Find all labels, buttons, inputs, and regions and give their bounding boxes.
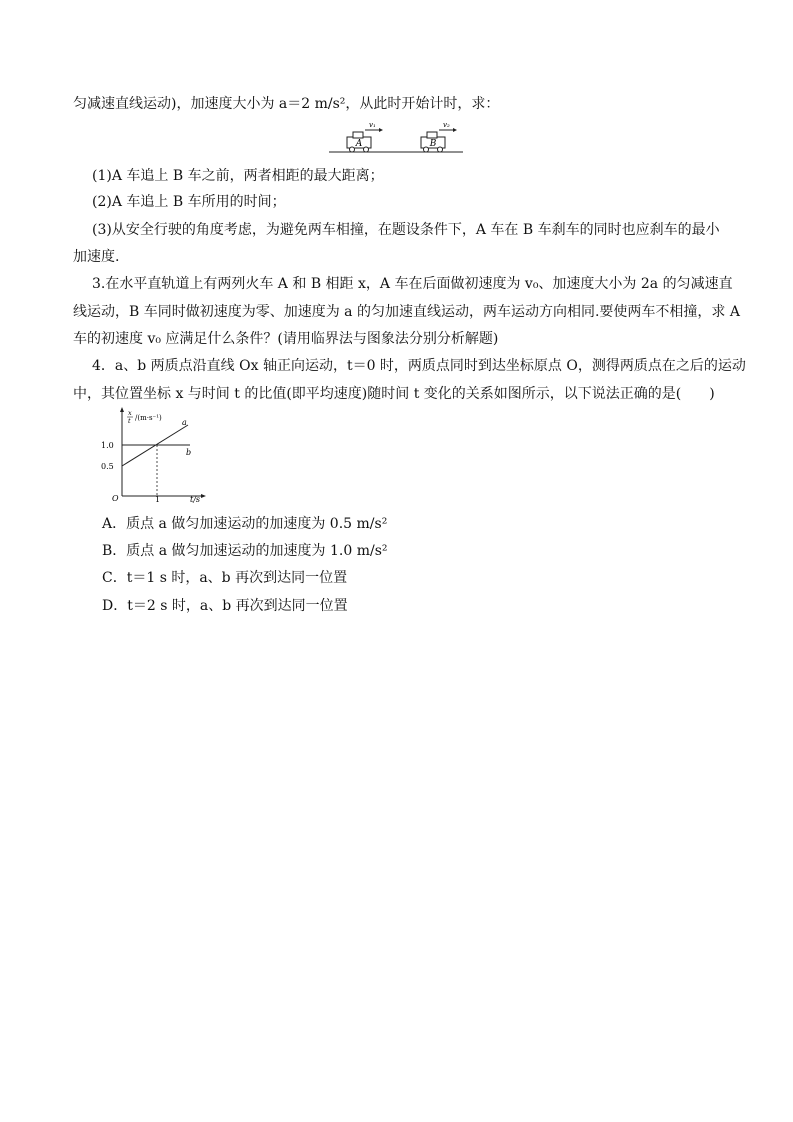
line-a-label: a	[182, 418, 187, 427]
option-c: C．t＝1 s 时，a、b 再次到达同一位置	[102, 570, 348, 586]
velocity-a-label: v₁	[369, 121, 376, 129]
problem-4-line-2: 中，其位置坐标 x 与时间 t 的比值(即平均速度)随时间 t 变化的关系如图所示，以下说法正确的是( )	[73, 386, 715, 402]
question-3-line-2: 加速度.	[73, 249, 120, 265]
origin-label: O	[112, 494, 119, 503]
cars-figure	[329, 120, 465, 156]
option-a: A．质点 a 做匀加速运动的加速度为 0.5 m/s²	[102, 516, 388, 532]
problem-4-line-1: 4．a、b 两质点沿直线 Ox 轴正向运动，t＝0 时，两质点同时到达坐标原点 O，测得两质点在之后的运动	[92, 358, 746, 374]
line-b-label: b	[186, 448, 192, 457]
option-b: B．质点 a 做匀加速运动的加速度为 1.0 m/s²	[102, 543, 388, 559]
velocity-time-graph	[98, 403, 214, 503]
velocity-b-label: v₂	[443, 121, 450, 129]
problem-3-line-3: 车的初速度 v₀ 应满足什么条件？(请用临界法与图象法分别分析解题)	[73, 331, 499, 347]
car-b-icon	[421, 132, 445, 152]
y-tick-1: 1.0	[101, 441, 114, 450]
car-a-label: A	[355, 139, 363, 149]
car-b-label: B	[429, 139, 437, 149]
problem-2-continuation: 匀减速直线运动)，加速度大小为 a＝2 m/s²，从此时开始计时，求：	[73, 96, 500, 112]
y-label-unit: /(m·s⁻¹)	[135, 414, 162, 422]
option-d: D．t＝2 s 时，a、b 再次到达同一位置	[102, 598, 348, 614]
question-2: (2)A 车追上 B 车所用的时间；	[92, 194, 286, 210]
car-a-icon	[347, 132, 371, 152]
question-1: (1)A 车追上 B 车之前，两者相距的最大距离；	[92, 168, 384, 184]
x-axis-label: t/s	[190, 495, 201, 503]
y-tick-2: 0.5	[101, 462, 114, 471]
problem-3-line-2: 线运动，B 车同时做初速度为零、加速度为 a 的匀加速直线运动，两车运动方向相同.要使两车不相撞，求 A	[73, 304, 740, 320]
y-label-numerator: x	[128, 409, 132, 417]
y-label-denominator: t	[128, 417, 131, 425]
question-3-line-1: (3)从安全行驶的角度考虑，为避免两车相撞，在题设条件下，A 车在 B 车刹车的同时也应刹车的最小	[92, 222, 720, 238]
problem-3-line-1: 3.在水平直轨道上有两列火车 A 和 B 相距 x，A 车在后面做初速度为 v₀、加速度大小为 2a 的匀减速直	[92, 276, 733, 292]
x-tick-1: 1	[155, 495, 161, 503]
